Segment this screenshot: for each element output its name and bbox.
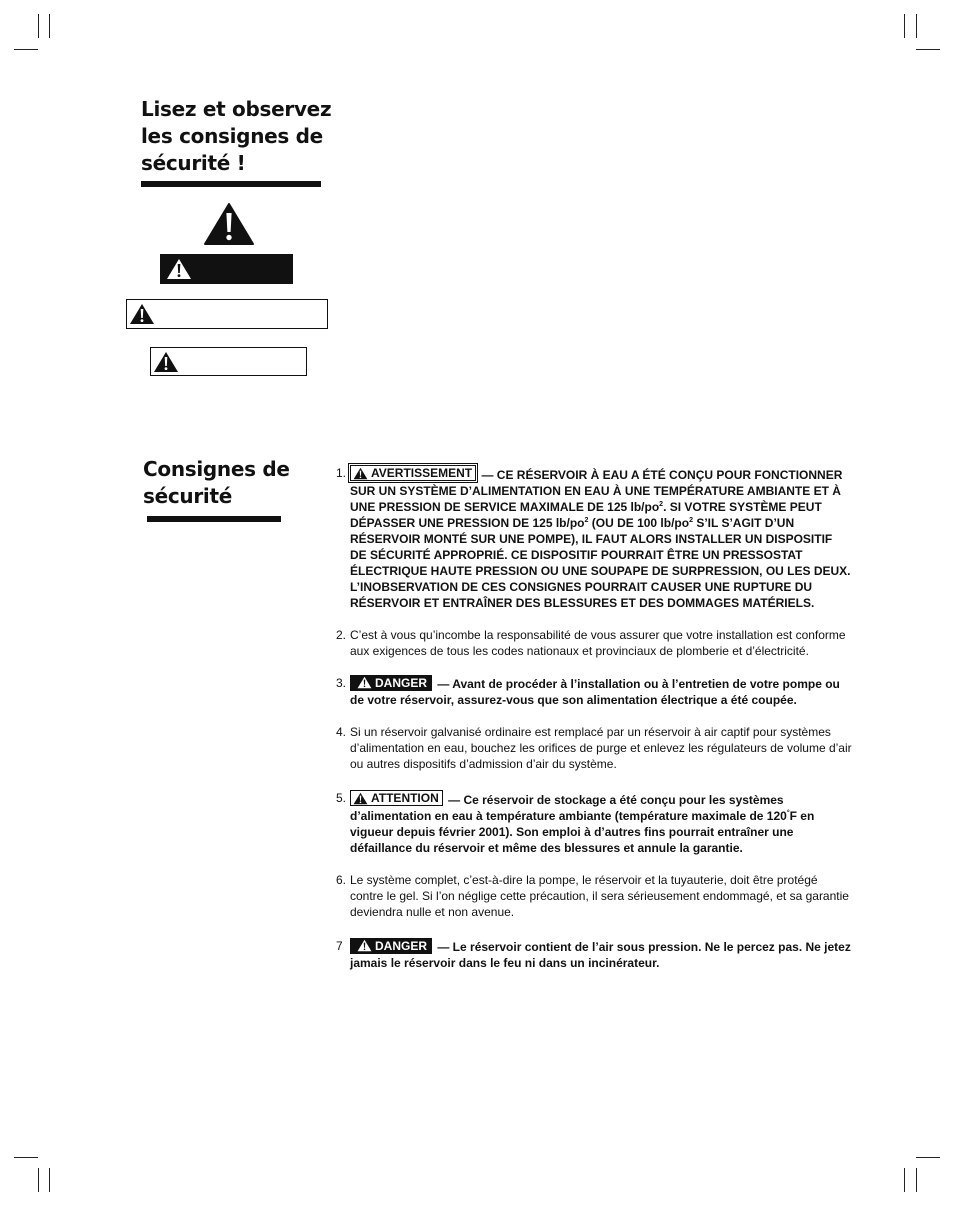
- item-number: 5.: [336, 791, 347, 805]
- list-item: [336, 872, 852, 920]
- crop-mark: [49, 1168, 50, 1192]
- item-number: 4.: [336, 725, 347, 739]
- danger-label-text: DANGER: [375, 675, 428, 690]
- section-title-line: Consignes de: [143, 457, 290, 481]
- warning-triangle-icon: [153, 351, 179, 373]
- crop-mark: [904, 14, 905, 38]
- warning-triangle-icon: [129, 303, 155, 325]
- item-text: ATTENTION — Ce réservoir de stockage a été conçu pour les systèmes d’alimentation en eau à température ambiante (température maximale de 120°F en vigueur depuis février 2001). Son emploi à d’autres fins pourrait entraîner une défaillance du réservoir et même des blessures et annule la garantie.: [350, 791, 815, 855]
- danger-label: [350, 938, 432, 954]
- danger-label: [350, 675, 432, 691]
- safety-instructions-list: [336, 465, 852, 971]
- item-number: 7: [336, 938, 343, 953]
- item-text: DANGER — Avant de procéder à l’installation ou à l’entretien de votre pompe ou de votre réservoir, assurez-vous que son alimentation électrique a été coupée.: [350, 675, 840, 707]
- crop-mark: [916, 1157, 940, 1158]
- warning-triangle-icon: [357, 676, 372, 689]
- section-title: [143, 456, 290, 510]
- safety-alert-symbol: [203, 202, 255, 251]
- warning-triangle-icon: [353, 792, 368, 805]
- item-text: C’est à vous qu’incombe la responsabilité de vous assurer que votre installation est conforme aux exigences de tous les codes nationaux et provinciaux de plomberie et d’électricité.: [350, 627, 846, 658]
- list-item: [336, 627, 852, 659]
- crop-mark: [14, 49, 38, 50]
- list-item: [336, 724, 852, 772]
- caution-signal-bar: [150, 347, 307, 376]
- crop-mark: [916, 49, 940, 50]
- list-item: [336, 790, 852, 856]
- danger-signal-bar: [160, 254, 293, 284]
- crop-mark: [14, 1157, 38, 1158]
- list-item: [336, 465, 852, 611]
- section-title-line: sécurité: [143, 484, 233, 508]
- warning-triangle-icon: [353, 467, 368, 480]
- item-number: 6.: [336, 872, 347, 887]
- title-line: les consignes de: [141, 124, 323, 148]
- section-underline: [147, 516, 281, 522]
- list-item: [336, 938, 852, 972]
- item-text: Si un réservoir galvanisé ordinaire est remplacé par un réservoir à air captif pour systèmes d’alimentation en eau, bouchez les orifices de purge et enlevez les régulateurs de volume d’air ou autres dispositifs d’admission d’air du système.: [350, 725, 852, 771]
- item-number: 3.: [336, 675, 347, 690]
- danger-label-text: DANGER: [375, 938, 428, 953]
- page-title: [141, 96, 331, 177]
- list-item: [336, 675, 852, 709]
- warning-label-text: AVERTISSEMENT: [371, 466, 473, 480]
- attention-label-text: ATTENTION: [371, 791, 439, 805]
- title-line: sécurité !: [141, 151, 246, 175]
- warning-label: [350, 465, 476, 481]
- warning-triangle-icon: [166, 258, 192, 280]
- crop-mark: [49, 14, 50, 38]
- warning-triangle-icon: [203, 202, 255, 246]
- warning-signal-bar: [126, 299, 328, 329]
- item-number: 2.: [336, 627, 347, 642]
- crop-mark: [916, 1168, 917, 1192]
- item-text: AVERTISSEMENT — CE RÉSERVOIR À EAU A ÉTÉ CONÇU POUR FONCTIONNER SUR UN SYSTÈME D’ALIMENTATION EN EAU À UNE TEMPÉRATURE AMBIANTE ET À UNE PRESSION DE SERVICE MAXIMALE DE 125 $lb/po^2$. SI VOTRE SYSTÈME PEUT DÉPASSER UNE PRESSION DE 125 $lb/po^2$ (OU DE 100 $lb/po^2$ S’IL S’AGIT D’UN RÉSERVOIR MONTÉ SUR UNE POMPE), IL FAUT ALORS INSTALLER UN DISPOSITIF DE SÉCURITÉ APPROPRIÉ. CE DISPOSITIF POURRAIT ÊTRE UN PRESSOSTAT ÉLECTRIQUE HAUTE PRESSION OU UNE SOUPAPE DE SURPRESSION, OU LES DEUX. L’INOBSERVATION DE CES CONSIGNES POURRAIT CAUSER UNE RUPTURE DU RÉSERVOIR ET ENTRAÎNER DES BLESSURES ET DES DOMMAGES MATÉRIELS.: [350, 466, 851, 610]
- item-text: DANGER — Le réservoir contient de l’air sous pression. Ne le percez pas. Ne jetez jamais le réservoir dans le feu ni dans un incinérateur.: [350, 938, 851, 970]
- crop-mark: [38, 1168, 39, 1192]
- crop-mark: [904, 1168, 905, 1192]
- crop-mark: [916, 14, 917, 38]
- crop-mark: [38, 14, 39, 38]
- warning-triangle-icon: [357, 939, 372, 952]
- title-underline: [141, 181, 321, 187]
- title-line: Lisez et observez: [141, 97, 332, 121]
- item-number: 1.: [336, 466, 347, 480]
- item-text: Le système complet, c’est-à-dire la pompe, le réservoir et la tuyauterie, doit être protégé contre le gel. Si l’on néglige cette précaution, il sera sérieusement endommagé, et sa garantie deviendra nulle et non avenue.: [350, 872, 849, 919]
- attention-label: [350, 790, 443, 806]
